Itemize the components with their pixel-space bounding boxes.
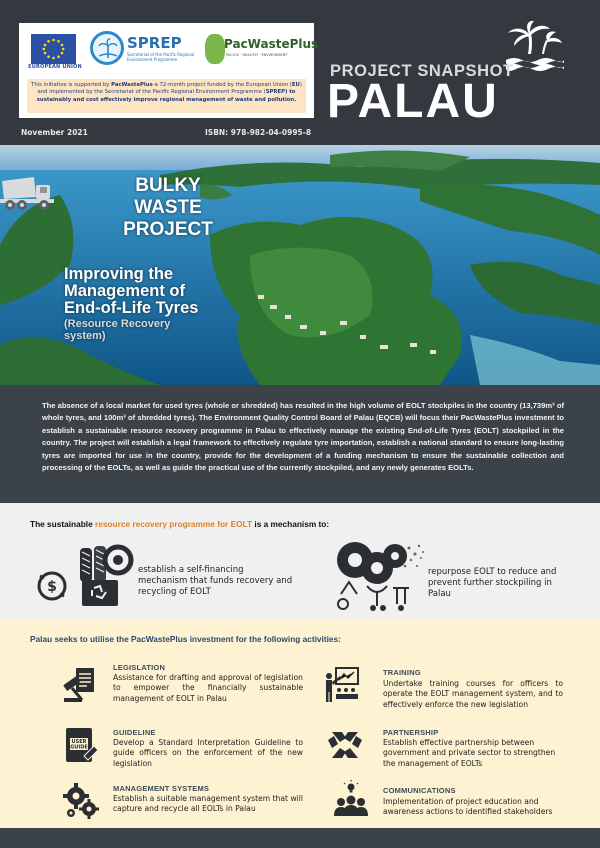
pacwasteplus-title: PacWastePlus xyxy=(224,37,319,51)
activity-legislation xyxy=(62,662,302,712)
subsubtitle-line: system) xyxy=(64,330,106,342)
support-text: and implemented by the Secretariat of the Pacific Regional Environment Programme ( xyxy=(37,89,266,96)
mechanism-heading-highlight: resource recovery programme for EOLT xyxy=(95,519,253,529)
subtitle-line: End-of-Life Tyres xyxy=(64,299,199,317)
support-text: This initiative is supported by xyxy=(31,82,112,88)
mechanism-heading-text: The sustainable xyxy=(30,519,96,529)
project-title-line: WASTE xyxy=(134,197,202,218)
publication-date: November 2021 xyxy=(21,128,88,137)
header xyxy=(0,0,600,145)
user-guide-icon-label: USER xyxy=(71,739,87,745)
support-text: -a 72-month project funded by the European Union ( xyxy=(152,82,292,88)
hero-aerial-photo xyxy=(0,145,600,385)
activity-title: PARTNERSHIP xyxy=(383,728,439,737)
mechanism-heading xyxy=(30,519,329,529)
support-statement xyxy=(27,79,306,113)
project-title xyxy=(113,175,223,241)
activity-text: Undertake training courses for officers to operate the EOLT management system, and to effectively enforce the new legislation xyxy=(383,679,563,709)
activities-heading: Palau seeks to utilise the PacWastePlus investment for the following activities: xyxy=(30,634,341,644)
activity-management-systems xyxy=(62,782,302,822)
mechanism-heading-text: is a mechanism to: xyxy=(252,519,330,529)
pacwasteplus-subtitle: PACIFIC · HEALTHY · ENVIRONMENT xyxy=(226,53,288,57)
pacwasteplus-logo-icon xyxy=(205,34,225,64)
mechanism-right-text: repurpose EOLT to reduce and prevent further stockpiling in Palau xyxy=(428,567,557,599)
activity-title: MANAGEMENT SYSTEMS xyxy=(113,784,210,793)
gavel-icon xyxy=(62,666,100,704)
country-title: PALAU xyxy=(327,75,499,128)
project-subsubtitle xyxy=(64,318,194,342)
subtitle-line: Management of xyxy=(64,282,186,300)
partner-logo-card xyxy=(19,23,319,118)
sprep-title: SPREP xyxy=(127,34,182,52)
activity-title: TRAINING xyxy=(383,668,421,677)
gears-icon xyxy=(62,782,100,820)
tyre-repurpose-icon xyxy=(327,538,427,616)
subtitle-line: Improving the xyxy=(64,265,174,283)
activity-text: Establish a suitable management system that will capture and recycle all EOLTs in Palau xyxy=(113,794,303,814)
subsubtitle-line: (Resource Recovery xyxy=(64,318,171,330)
handshake-icon xyxy=(326,726,364,764)
activity-text: Implementation of project education and awareness actions to identified stakeholders xyxy=(383,797,553,817)
project-snapshot-label: PROJECT SNAPSHOT xyxy=(330,62,514,80)
support-text: EU xyxy=(291,82,300,88)
support-text: sustainably and cost effectively improve regional management of waste and pollution. xyxy=(36,96,297,103)
sprep-palm-icon xyxy=(97,37,119,59)
activity-text: Assistance for drafting and approval of legislation to empower the financially sustainable management of EOLT in Palau xyxy=(113,673,303,703)
project-subtitle xyxy=(64,266,234,317)
mechanism-left-text: establish a self-financing mechanism that funds recovery and recycling of EOLT xyxy=(138,565,293,597)
people-lightbulb-icon xyxy=(332,780,370,818)
support-text: ) xyxy=(299,82,302,88)
activities-section xyxy=(0,620,600,828)
activity-title: GUIDELINE xyxy=(113,728,156,737)
presentation-icon xyxy=(322,666,360,704)
isbn-number: ISBN: 978-982-04-0995-8 xyxy=(205,128,312,137)
activity-partnership xyxy=(322,726,562,776)
eu-stars-icon xyxy=(31,34,76,64)
project-title-line: PROJECT xyxy=(123,219,213,240)
user-guide-icon-label: GUIDE xyxy=(70,744,88,751)
support-text: ) to xyxy=(285,89,296,96)
support-text: PacWastePlus xyxy=(111,82,153,88)
activity-guideline xyxy=(62,726,302,776)
activity-text: Develop a Standard Interpretation Guideline to guide officers on the enforcement of the new legislation xyxy=(113,738,303,768)
svg-text:$: $ xyxy=(47,579,57,595)
activity-title: LEGISLATION xyxy=(113,663,166,672)
dump-truck-icon xyxy=(0,175,58,211)
activity-training xyxy=(322,666,562,716)
tyre-recycling-finance-icon xyxy=(36,540,136,610)
intro-section xyxy=(0,385,600,503)
intro-paragraph: The absence of a local market for used tyres (whole or shredded) has resulted in the high volume of EOLT stockpiles in the country (13,739m³ of whole tyres, and 100m³ of shredded tyres). The Environment Quality Control Board of Palau (EQCB) will focus their PacWastePlus investment to establish a sustainable resource recovery programme in Palau to effectively manage the existing End-of-Life Tyres (EOLT) stockpiled in the country. The project will establish a legal framework to effectively regulate tyre importation, establish a national standard to ensure long-lasting tyres are imported for use in the country, provide for the development of a funding mechanism to ensure the sustainable collection and processing of the EOLTs, as well as guide the practical use of the currently stockpiled, and any newly generates EOLTs. xyxy=(42,401,564,473)
activity-communications xyxy=(322,780,562,824)
activity-title: COMMUNICATIONS xyxy=(383,786,456,795)
sprep-subtitle: Secretariat of the Pacific Regional Environment Programme xyxy=(127,52,195,62)
activity-text: Establish effective partnership between government and private sector to strengthen the management of EOLTs xyxy=(383,738,556,768)
support-text: SPREP xyxy=(265,89,285,96)
partner-logos xyxy=(19,23,319,73)
eu-label: EUROPEAN UNION xyxy=(28,64,82,70)
user-guide-icon xyxy=(62,726,100,764)
project-title-line: BULKY xyxy=(135,175,201,196)
mechanism-section xyxy=(0,503,600,620)
footer-bar xyxy=(0,828,600,848)
